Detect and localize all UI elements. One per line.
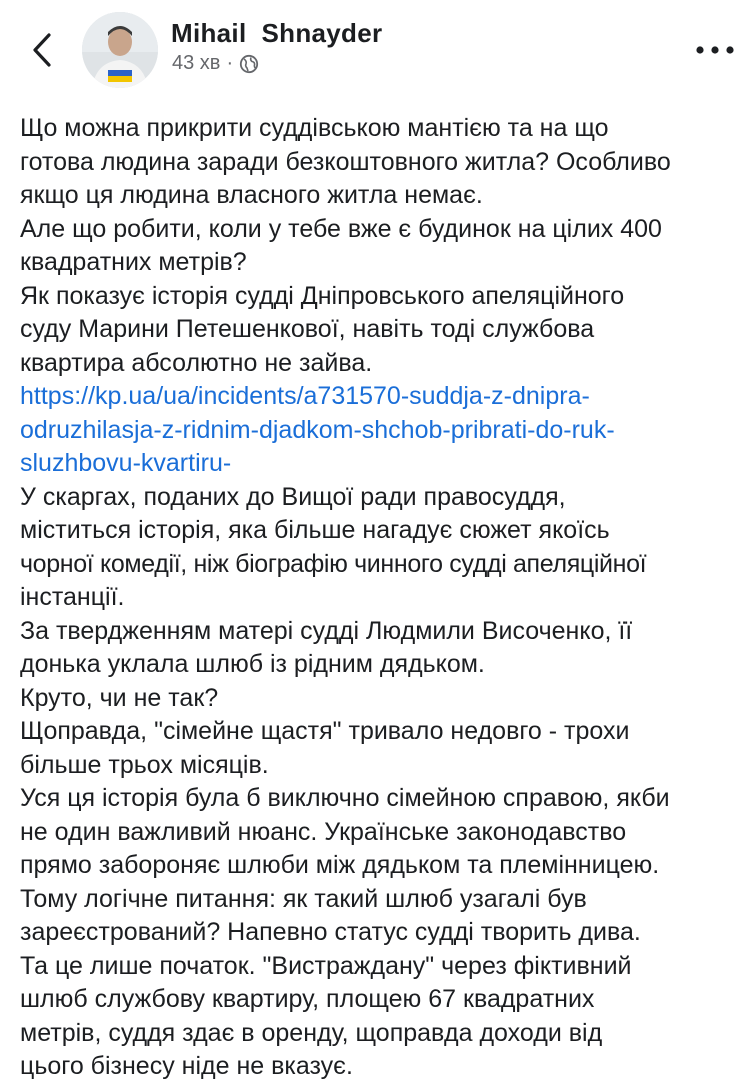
post-line: готова людина заради безкоштовного житла? Особливо	[20, 147, 671, 176]
post-line: інстанції.	[20, 583, 125, 611]
post-line: Уся ця історія була б виключно сімейною справою, якби	[20, 784, 670, 812]
author-name[interactable]: Mihail Shnayder	[171, 18, 383, 48]
post-line: Що можна прикрити суддівською мантією та на що	[20, 114, 609, 142]
post-line: шлюб службову квартиру, площею 67 квадратних	[20, 985, 595, 1013]
globe-icon	[239, 54, 259, 74]
post-line: міститься історія, яка більше нагадує сюжет якоїсь	[20, 516, 610, 544]
post-line: прямо забороняє шлюби між дядьком та племінницею.	[20, 851, 660, 879]
post-line: квартира абсолютно не зайва.	[20, 348, 373, 377]
more-horizontal-icon	[695, 45, 735, 55]
article-link[interactable]	[20, 380, 745, 481]
post-line: зареєстрований? Напевно статус судді творить дива.	[20, 918, 641, 946]
post-line: якщо ця людина власного житла немає.	[20, 181, 483, 209]
article-link-line: https://kp.ua/ua/incidents/a731570-suddja-z-dnipra-	[20, 382, 590, 410]
post-line: Та це лише початок. "Вистраждану" через фіктивний	[20, 951, 632, 980]
post-line: квадратних метрів?	[20, 248, 247, 276]
post-line: чорної комедії, ніж біографію чинного судді апеляційної	[20, 549, 647, 578]
post-line: Круто, чи не так?	[20, 683, 219, 712]
avatar[interactable]	[82, 12, 158, 88]
post-time[interactable]: 43 хв	[172, 52, 221, 74]
post-line: Як показує історія судді Дніпровського апеляційного	[20, 281, 625, 310]
article-link-line: odruzhilasja-z-ridnim-djadkom-shchob-pribrati-do-ruk-	[20, 415, 615, 444]
chevron-left-icon	[31, 32, 53, 68]
post-line: донька уклала шлюб із рідним дядьком.	[20, 650, 485, 678]
post-meta	[172, 52, 259, 75]
post-line: цього бізнесу ніде не вказує.	[20, 1052, 353, 1080]
meta-separator: ·	[226, 52, 234, 74]
post-line: суду Марини Петешенкової, навіть тоді службова	[20, 315, 595, 343]
more-options-button[interactable]	[690, 30, 740, 70]
post-line: У скаргах, поданих до Вищої ради правосуддя,	[20, 482, 566, 511]
post-text	[20, 112, 745, 1084]
post-line: не один важливий нюанс. Українське законодавство	[20, 817, 627, 846]
post-header	[0, 0, 755, 100]
post-line: Тому логічне питання: як такий шлюб узагалі був	[20, 884, 587, 913]
profile-photo	[82, 12, 158, 88]
article-link-line: sluzhbovu-kvartiru-	[20, 449, 232, 477]
back-button[interactable]	[22, 26, 62, 74]
post-line: метрів, суддя здає в оренду, щоправда доходи від	[20, 1018, 603, 1047]
post-line: Щоправда, "сімейне щастя" тривало недовго - трохи	[20, 717, 630, 745]
post-line: За твердженням матері судді Людмили Височенко, її	[20, 616, 633, 645]
post-line: Але що робити, коли у тебе вже є будинок на цілих 400	[20, 214, 662, 243]
post-line: більше трьох місяців.	[20, 750, 269, 779]
